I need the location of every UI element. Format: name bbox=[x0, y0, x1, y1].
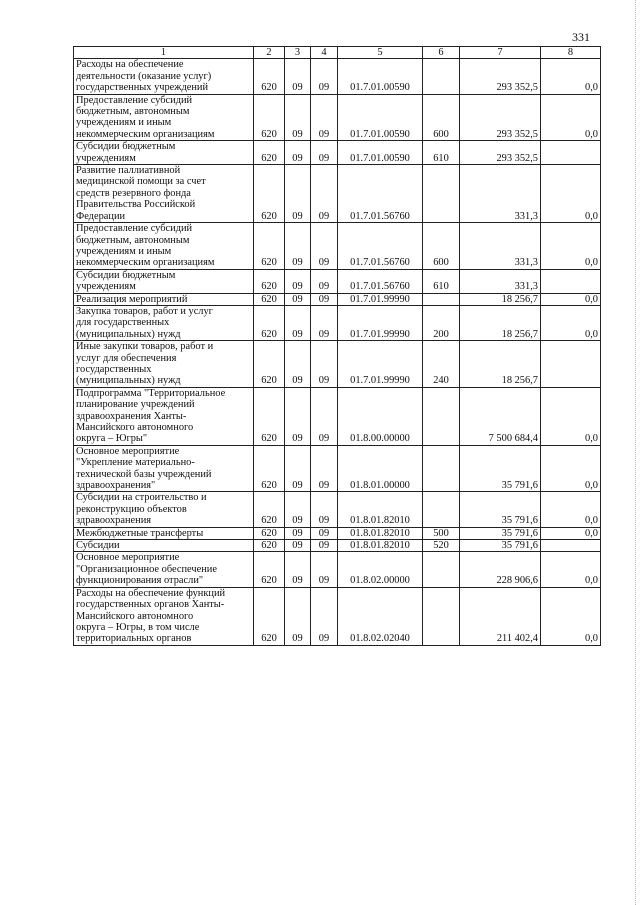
row-name-line: технической базы учреждений bbox=[76, 468, 212, 480]
table-row bbox=[74, 587, 601, 645]
row-name-line: бюджетным, автономным bbox=[76, 106, 190, 118]
admin-code-cell: 620 bbox=[254, 269, 285, 293]
row-name-line: планирование учреждений bbox=[76, 399, 195, 411]
row-name-line: медицинской помощи за счет bbox=[76, 176, 206, 188]
amount-extra-cell: 0,0 bbox=[541, 445, 601, 492]
row-name-line: государственных bbox=[76, 363, 152, 375]
row-name-line: государственных органов Ханты- bbox=[76, 599, 225, 611]
target-article-cell: 01.8.00.00000 bbox=[338, 387, 423, 445]
subsection-cell: 09 bbox=[311, 223, 338, 270]
row-name-line: Мансийского автономного bbox=[76, 422, 194, 433]
expense-type-cell bbox=[423, 293, 460, 305]
row-name-line: здравоохранения bbox=[76, 515, 152, 527]
row-name-cell bbox=[74, 552, 254, 587]
header-cell: 2 bbox=[254, 47, 285, 59]
target-article-cell: 01.8.02.02040 bbox=[338, 587, 423, 645]
admin-code-cell: 620 bbox=[254, 552, 285, 587]
subsection-cell: 09 bbox=[311, 305, 338, 340]
section-cell: 09 bbox=[285, 552, 311, 587]
row-name-line: реконструкцию объектов bbox=[76, 503, 187, 515]
amount-cell: 35 791,6 bbox=[460, 492, 541, 527]
amount-cell: 18 256,7 bbox=[460, 293, 541, 305]
section-cell: 09 bbox=[285, 223, 311, 270]
amount-extra-cell bbox=[541, 540, 601, 552]
target-article-cell: 01.8.01.82010 bbox=[338, 492, 423, 527]
row-name-line: Федерации bbox=[76, 210, 126, 222]
row-name-line: Субсидии bbox=[76, 540, 120, 552]
admin-code-cell: 620 bbox=[254, 59, 285, 94]
table-row bbox=[74, 59, 601, 94]
expense-type-cell bbox=[423, 165, 460, 223]
target-article-cell: 01.7.01.99990 bbox=[338, 305, 423, 340]
expense-type-cell bbox=[423, 59, 460, 94]
amount-cell: 18 256,7 bbox=[460, 341, 541, 388]
row-name-line: бюджетным, автономным bbox=[76, 234, 190, 246]
row-name-line: Мансийского автономного bbox=[76, 610, 194, 622]
amount-cell: 35 791,6 bbox=[460, 445, 541, 492]
amount-cell: 35 791,6 bbox=[460, 527, 541, 539]
budget-table bbox=[73, 46, 601, 646]
amount-extra-cell: 0,0 bbox=[541, 387, 601, 445]
subsection-cell: 09 bbox=[311, 492, 338, 527]
row-name-cell bbox=[74, 94, 254, 141]
target-article-cell: 01.7.01.56760 bbox=[338, 165, 423, 223]
table-row bbox=[74, 305, 601, 340]
subsection-cell: 09 bbox=[311, 387, 338, 445]
row-name-line: учреждениям и иным bbox=[76, 245, 172, 257]
expense-type-cell bbox=[423, 552, 460, 587]
row-name-cell bbox=[74, 223, 254, 270]
row-name-line: Расходы на обеспечение функций bbox=[76, 587, 226, 599]
section-cell: 09 bbox=[285, 305, 311, 340]
page-number: 331 bbox=[572, 30, 590, 44]
row-name-line: Предоставление субсидий bbox=[76, 94, 193, 106]
header-cell: 5 bbox=[338, 47, 423, 59]
amount-cell: 18 256,7 bbox=[460, 305, 541, 340]
target-article-cell: 01.7.01.56760 bbox=[338, 223, 423, 270]
expense-type-cell bbox=[423, 445, 460, 492]
admin-code-cell: 620 bbox=[254, 94, 285, 141]
row-name-line: округа – Югры, в том числе bbox=[76, 621, 200, 633]
amount-cell: 331,3 bbox=[460, 165, 541, 223]
table-row bbox=[74, 445, 601, 492]
admin-code-cell: 620 bbox=[254, 305, 285, 340]
table-row bbox=[74, 293, 601, 305]
amount-cell: 7 500 684,4 bbox=[460, 387, 541, 445]
row-name-line: Развитие паллиативной bbox=[76, 165, 181, 177]
amount-cell: 293 352,5 bbox=[460, 141, 541, 165]
row-name-cell bbox=[74, 527, 254, 539]
admin-code-cell: 620 bbox=[254, 492, 285, 527]
header-cell: 3 bbox=[285, 47, 311, 59]
subsection-cell: 09 bbox=[311, 141, 338, 165]
row-name-cell bbox=[74, 293, 254, 305]
target-article-cell: 01.8.01.00000 bbox=[338, 445, 423, 492]
row-name-line: функционирования отрасли" bbox=[76, 575, 204, 587]
expense-type-cell bbox=[423, 492, 460, 527]
subsection-cell: 09 bbox=[311, 445, 338, 492]
amount-cell: 331,3 bbox=[460, 269, 541, 293]
amount-extra-cell: 0,0 bbox=[541, 552, 601, 587]
table-row bbox=[74, 223, 601, 270]
row-name-line: государственных учреждений bbox=[76, 82, 209, 94]
expense-type-cell: 240 bbox=[423, 341, 460, 388]
row-name-line: Подпрограмма "Территориальное bbox=[76, 387, 226, 399]
subsection-cell: 09 bbox=[311, 552, 338, 587]
section-cell: 09 bbox=[285, 540, 311, 552]
expense-type-cell: 600 bbox=[423, 223, 460, 270]
table-body bbox=[74, 59, 601, 645]
row-name-line: Закупка товаров, работ и услуг bbox=[76, 305, 213, 317]
amount-extra-cell bbox=[541, 269, 601, 293]
subsection-cell: 09 bbox=[311, 540, 338, 552]
amount-extra-cell: 0,0 bbox=[541, 587, 601, 645]
target-article-cell: 01.8.01.82010 bbox=[338, 527, 423, 539]
target-article-cell: 01.7.01.56760 bbox=[338, 269, 423, 293]
table-row bbox=[74, 527, 601, 539]
row-name-line: "Организационное обеспечение bbox=[76, 563, 217, 575]
admin-code-cell: 620 bbox=[254, 527, 285, 539]
row-name-line: Субсидии бюджетным bbox=[76, 141, 176, 153]
table-row bbox=[74, 492, 601, 527]
section-cell: 09 bbox=[285, 492, 311, 527]
section-cell: 09 bbox=[285, 59, 311, 94]
amount-cell: 293 352,5 bbox=[460, 59, 541, 94]
table-row bbox=[74, 269, 601, 293]
expense-type-cell bbox=[423, 587, 460, 645]
section-cell: 09 bbox=[285, 94, 311, 141]
header-row bbox=[74, 47, 601, 59]
row-name-line: Субсидии на строительство и bbox=[76, 492, 207, 504]
amount-extra-cell: 0,0 bbox=[541, 59, 601, 94]
header-cell: 7 bbox=[460, 47, 541, 59]
subsection-cell: 09 bbox=[311, 94, 338, 141]
header-cell: 8 bbox=[541, 47, 601, 59]
row-name-line: округа – Югры" bbox=[76, 433, 148, 445]
target-article-cell: 01.8.01.82010 bbox=[338, 540, 423, 552]
table-row bbox=[74, 141, 601, 165]
row-name-line: учреждениям и иным bbox=[76, 117, 172, 129]
row-name-cell bbox=[74, 540, 254, 552]
row-name-line: Основное мероприятие bbox=[76, 552, 180, 564]
admin-code-cell: 620 bbox=[254, 141, 285, 165]
row-name-line: Расходы на обеспечение bbox=[76, 59, 184, 71]
header-cell: 4 bbox=[311, 47, 338, 59]
row-name-line: для государственных bbox=[76, 317, 170, 329]
row-name-line: некоммерческим организациям bbox=[76, 257, 215, 269]
amount-cell: 35 791,6 bbox=[460, 540, 541, 552]
table-row bbox=[74, 341, 601, 388]
row-name-cell bbox=[74, 165, 254, 223]
row-name-cell bbox=[74, 269, 254, 293]
amount-extra-cell: 0,0 bbox=[541, 305, 601, 340]
row-name-line: здравоохранения" bbox=[76, 480, 156, 492]
row-name-line: Предоставление субсидий bbox=[76, 223, 193, 235]
row-name-line: Межбюджетные трансферты bbox=[76, 527, 204, 539]
subsection-cell: 09 bbox=[311, 587, 338, 645]
row-name-line: деятельности (оказание услуг) bbox=[76, 70, 212, 82]
subsection-cell: 09 bbox=[311, 165, 338, 223]
amount-cell: 331,3 bbox=[460, 223, 541, 270]
admin-code-cell: 620 bbox=[254, 587, 285, 645]
expense-type-cell: 610 bbox=[423, 269, 460, 293]
admin-code-cell: 620 bbox=[254, 341, 285, 388]
subsection-cell: 09 bbox=[311, 269, 338, 293]
row-name-line: средств резервного фонда bbox=[76, 187, 191, 199]
amount-extra-cell bbox=[541, 341, 601, 388]
subsection-cell: 09 bbox=[311, 527, 338, 539]
expense-type-cell: 520 bbox=[423, 540, 460, 552]
row-name-line: здравоохранения Ханты- bbox=[76, 410, 187, 422]
row-name-line: Иные закупки товаров, работ и bbox=[76, 341, 214, 353]
target-article-cell: 01.7.01.00590 bbox=[338, 59, 423, 94]
amount-cell: 228 906,6 bbox=[460, 552, 541, 587]
target-article-cell: 01.7.01.00590 bbox=[338, 94, 423, 141]
row-name-line: некоммерческим организациям bbox=[76, 128, 215, 140]
expense-type-cell: 500 bbox=[423, 527, 460, 539]
section-cell: 09 bbox=[285, 141, 311, 165]
expense-type-cell: 200 bbox=[423, 305, 460, 340]
row-name-line: учреждениям bbox=[76, 152, 136, 164]
amount-extra-cell: 0,0 bbox=[541, 94, 601, 141]
section-cell: 09 bbox=[285, 293, 311, 305]
row-name-line: Реализация мероприятий bbox=[76, 293, 188, 305]
amount-extra-cell: 0,0 bbox=[541, 223, 601, 270]
target-article-cell: 01.7.01.99990 bbox=[338, 341, 423, 388]
row-name-line: территориальных органов bbox=[76, 633, 192, 645]
amount-extra-cell bbox=[541, 141, 601, 165]
header-cell: 1 bbox=[74, 47, 254, 59]
section-cell: 09 bbox=[285, 445, 311, 492]
section-cell: 09 bbox=[285, 387, 311, 445]
expense-type-cell: 610 bbox=[423, 141, 460, 165]
admin-code-cell: 620 bbox=[254, 165, 285, 223]
expense-type-cell: 600 bbox=[423, 94, 460, 141]
subsection-cell: 09 bbox=[311, 59, 338, 94]
row-name-cell bbox=[74, 141, 254, 165]
row-name-line: Субсидии бюджетным bbox=[76, 269, 176, 281]
table-row bbox=[74, 552, 601, 587]
amount-extra-cell: 0,0 bbox=[541, 492, 601, 527]
admin-code-cell: 620 bbox=[254, 540, 285, 552]
table-row bbox=[74, 165, 601, 223]
amount-extra-cell: 0,0 bbox=[541, 165, 601, 223]
row-name-cell bbox=[74, 305, 254, 340]
table-row bbox=[74, 540, 601, 552]
row-name-line: "Укрепление материально- bbox=[76, 457, 195, 469]
section-cell: 09 bbox=[285, 341, 311, 388]
row-name-line: Основное мероприятие bbox=[76, 445, 180, 457]
target-article-cell: 01.8.02.00000 bbox=[338, 552, 423, 587]
table-row bbox=[74, 387, 601, 445]
row-name-cell bbox=[74, 445, 254, 492]
row-name-cell bbox=[74, 587, 254, 645]
amount-cell: 293 352,5 bbox=[460, 94, 541, 141]
scan-edge bbox=[635, 0, 640, 905]
table-row bbox=[74, 94, 601, 141]
section-cell: 09 bbox=[285, 587, 311, 645]
amount-extra-cell: 0,0 bbox=[541, 527, 601, 539]
row-name-cell bbox=[74, 492, 254, 527]
subsection-cell: 09 bbox=[311, 341, 338, 388]
section-cell: 09 bbox=[285, 527, 311, 539]
section-cell: 09 bbox=[285, 269, 311, 293]
row-name-cell bbox=[74, 59, 254, 94]
row-name-line: (муниципальных) нужд bbox=[76, 375, 181, 387]
amount-cell: 211 402,4 bbox=[460, 587, 541, 645]
expense-type-cell bbox=[423, 387, 460, 445]
subsection-cell: 09 bbox=[311, 293, 338, 305]
header-cell: 6 bbox=[423, 47, 460, 59]
row-name-cell bbox=[74, 341, 254, 388]
target-article-cell: 01.7.01.00590 bbox=[338, 141, 423, 165]
target-article-cell: 01.7.01.99990 bbox=[338, 293, 423, 305]
row-name-cell bbox=[74, 387, 254, 445]
section-cell: 09 bbox=[285, 165, 311, 223]
row-name-line: (муниципальных) нужд bbox=[76, 328, 181, 340]
row-name-line: услуг для обеспечения bbox=[76, 352, 177, 364]
admin-code-cell: 620 bbox=[254, 387, 285, 445]
admin-code-cell: 620 bbox=[254, 445, 285, 492]
row-name-line: учреждениям bbox=[76, 281, 136, 293]
admin-code-cell: 620 bbox=[254, 293, 285, 305]
amount-extra-cell: 0,0 bbox=[541, 293, 601, 305]
admin-code-cell: 620 bbox=[254, 223, 285, 270]
row-name-line: Правительства Российской bbox=[76, 199, 196, 211]
